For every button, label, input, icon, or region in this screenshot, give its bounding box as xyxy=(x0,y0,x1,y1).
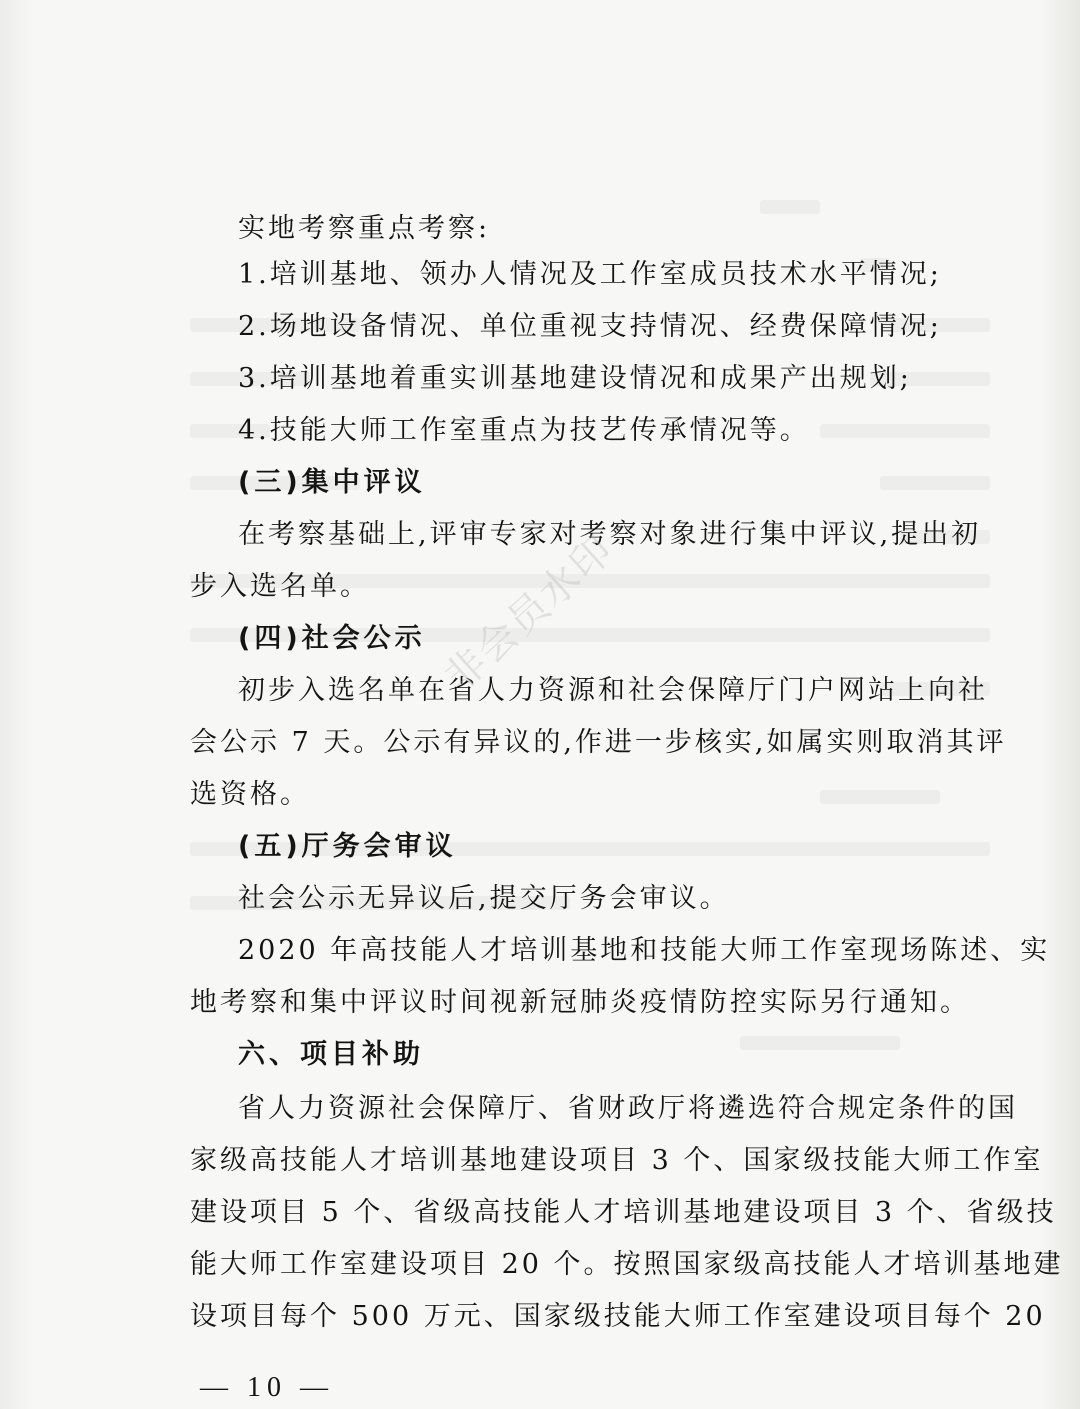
text-line: 1.培训基地、领办人情况及工作室成员技术水平情况; xyxy=(238,259,942,290)
section-heading: (三)集中评议 xyxy=(238,467,426,498)
text-line: 社会公示无异议后,提交厅务会审议。 xyxy=(238,883,730,914)
section-heading: 六、项目补助 xyxy=(238,1039,424,1070)
watermark: 非会员水印 xyxy=(436,526,623,701)
text-line: 能大师工作室建设项目 20 个。按照国家级高技能人才培训基地建 xyxy=(190,1249,1064,1280)
scan-edge-left xyxy=(0,0,34,1409)
page-number: — 10 — xyxy=(200,1372,334,1403)
text-line: 4.技能大师工作室重点为技艺传承情况等。 xyxy=(238,415,810,446)
text-line: 家级高技能人才培训基地建设项目 3 个、国家级技能大师工作室 xyxy=(190,1145,1044,1176)
text-line: 2.场地设备情况、单位重视支持情况、经费保障情况; xyxy=(238,311,942,342)
text-line: 选资格。 xyxy=(190,779,310,810)
text-line: 在考察基础上,评审专家对考察对象进行集中评议,提出初 xyxy=(238,519,982,550)
text-line: 步入选名单。 xyxy=(190,571,370,602)
section-heading: (四)社会公示 xyxy=(238,623,426,654)
text-line: 实地考察重点考察: xyxy=(238,213,491,244)
text-line: 省人力资源社会保障厅、省财政厅将遴选符合规定条件的国 xyxy=(238,1093,1018,1124)
text-line: 2020 年高技能人才培训基地和技能大师工作室现场陈述、实 xyxy=(238,935,1051,966)
text-line: 地考察和集中评议时间视新冠肺炎疫情防控实际另行通知。 xyxy=(190,987,970,1018)
text-line: 设项目每个 500 万元、国家级技能大师工作室建设项目每个 20 xyxy=(190,1301,1046,1332)
text-line: 建设项目 5 个、省级高技能人才培训基地建设项目 3 个、省级技 xyxy=(190,1197,1057,1228)
text-line: 会公示 7 天。公示有异议的,作进一步核实,如属实则取消其评 xyxy=(190,727,1007,758)
text-line: 3.培训基地着重实训基地建设情况和成果产出规划; xyxy=(238,363,912,394)
section-heading: (五)厅务会审议 xyxy=(238,831,457,862)
text-line: 初步入选名单在省人力资源和社会保障厅门户网站上向社 xyxy=(238,675,988,706)
